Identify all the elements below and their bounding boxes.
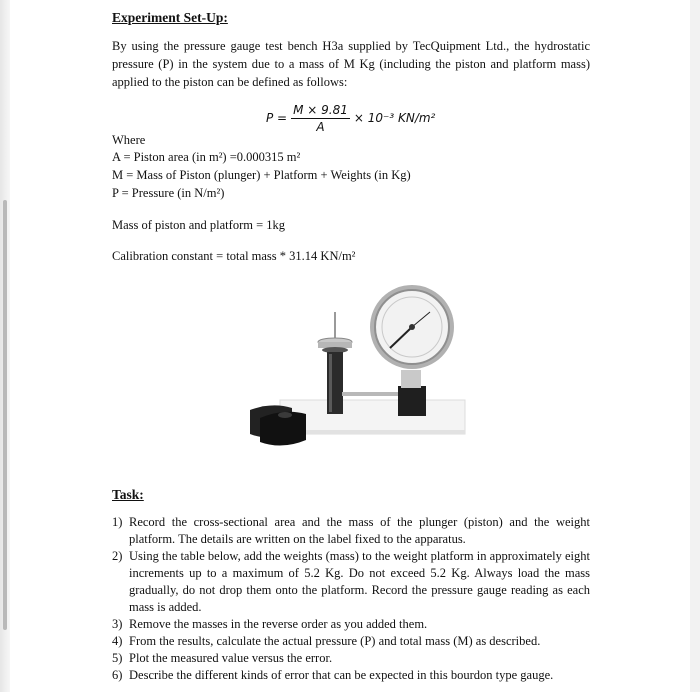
pressure-gauge-apparatus-image bbox=[240, 282, 480, 462]
task-heading: Task: bbox=[112, 487, 144, 502]
formula-numerator: M × 9.81 bbox=[293, 102, 348, 117]
where-label: Where bbox=[112, 133, 146, 147]
formula-rhs: × 10⁻³ KN/m² bbox=[353, 111, 436, 125]
task-item bbox=[112, 633, 590, 650]
formula-denominator: A bbox=[316, 119, 325, 134]
calibration-line: Calibration constant = total mass * 31.14 KN/m² bbox=[112, 249, 356, 263]
formula-fraction bbox=[291, 103, 350, 134]
scrollbar[interactable] bbox=[3, 200, 7, 630]
mass-line: Mass of piston and platform = 1kg bbox=[112, 218, 286, 232]
task-number: 4) bbox=[112, 634, 123, 648]
task-item bbox=[112, 650, 590, 667]
definition-pressure: P = Pressure (in N/m²) bbox=[112, 186, 225, 200]
task-number: 2) bbox=[112, 549, 123, 563]
definition-area: A = Piston area (in m²) =0.000315 m² bbox=[112, 150, 301, 164]
task-number: 1) bbox=[112, 515, 123, 529]
task-text: Remove the masses in the reverse order as you added them. bbox=[129, 617, 428, 631]
pressure-formula bbox=[266, 98, 435, 138]
task-number: 3) bbox=[112, 617, 123, 631]
task-number: 6) bbox=[112, 668, 123, 682]
task-text: From the results, calculate the actual pressure (P) and total mass (M) as described. bbox=[129, 634, 541, 648]
task-text: Plot the measured value versus the error. bbox=[129, 651, 333, 665]
task-item bbox=[112, 514, 590, 548]
formula-lhs: P = bbox=[266, 111, 288, 125]
task-text: Record the cross-sectional area and the mass of the plunger (piston) and the weight platform. The details are written on the label fixed to the apparatus. bbox=[129, 515, 590, 546]
setup-heading: Experiment Set-Up: bbox=[112, 10, 228, 25]
intro-paragraph: By using the pressure gauge test bench H3a supplied by TecQuipment Ltd., the hydrostatic pressure (P) in the system due to a mass of M Kg (including the piston and platform mass) applied to the piston can be defined as follows: bbox=[112, 39, 590, 89]
task-item bbox=[112, 667, 590, 684]
task-number: 5) bbox=[112, 651, 123, 665]
task-text: Using the table below, add the weights (mass) to the weight platform in approximately eight increments up to a maximum of 5.2 Kg. Do not exceed 5.2 Kg. Always load the mass gradually, do not drop them onto the platform. Record the pressure gauge reading as each mass is added. bbox=[129, 549, 590, 614]
task-item bbox=[112, 616, 590, 633]
task-item bbox=[112, 548, 590, 616]
task-list bbox=[112, 514, 590, 684]
definition-mass: M = Mass of Piston (plunger) + Platform + Weights (in Kg) bbox=[112, 168, 411, 182]
task-text: Describe the different kinds of error that can be expected in this bourdon type gauge. bbox=[129, 668, 554, 682]
